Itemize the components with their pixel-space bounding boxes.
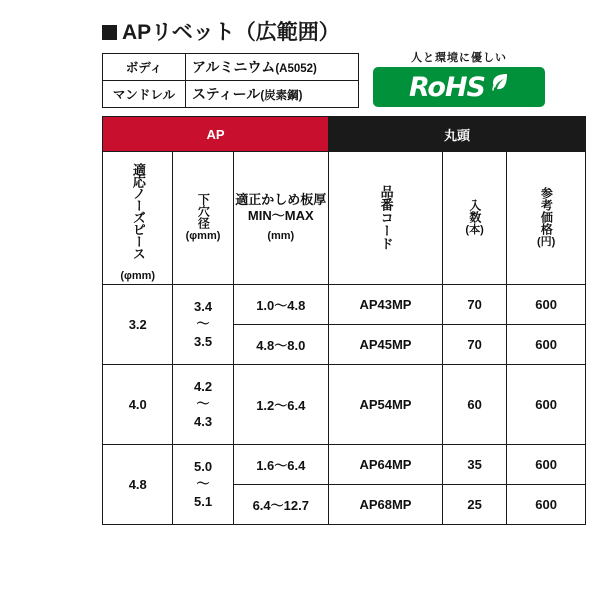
- cell-hole: [173, 444, 233, 524]
- colhead-hole: [173, 152, 233, 285]
- cell-nozzle: 4.0: [103, 364, 173, 444]
- rohs-tagline: 人と環境に優しい: [411, 52, 507, 64]
- spec-value-body-sub: (A5052): [275, 63, 317, 75]
- cell-nozzle: 4.8: [103, 444, 173, 524]
- table-row: [103, 364, 586, 444]
- colhead-nozzle-unit: (φmm): [120, 270, 156, 282]
- spec-value-body-main: アルミニウム: [192, 59, 276, 75]
- cell-hole-min: 5.0: [193, 458, 213, 474]
- colhead-thickness-label: 適正かしめ板厚: [235, 192, 327, 208]
- cell-qty: 70: [442, 324, 506, 364]
- cell-hole-sep: 〜: [196, 396, 210, 412]
- cell-thickness: 1.6〜6.4: [233, 444, 328, 484]
- header-maru: 丸頭: [328, 117, 585, 152]
- cell-hole-max: 4.3: [193, 414, 213, 430]
- table-row: [103, 81, 359, 108]
- table-row: [103, 444, 586, 484]
- cell-thickness: 1.0〜4.8: [233, 284, 328, 324]
- colhead-code: [328, 152, 442, 285]
- cell-thickness: 6.4〜12.7: [233, 484, 328, 524]
- cell-hole-max: 5.1: [193, 494, 213, 510]
- rohs-badge-block: [373, 53, 545, 107]
- leaf-icon: [489, 72, 509, 97]
- cell-qty: 70: [442, 284, 506, 324]
- cell-hole-min: 4.2: [193, 378, 213, 394]
- table-column-headers: [103, 152, 586, 285]
- rohs-label: RoHS: [408, 71, 486, 103]
- cell-thickness: 4.8〜8.0: [233, 324, 328, 364]
- colhead-thickness-unit: (mm): [267, 229, 295, 242]
- cell-code: AP68MP: [328, 484, 442, 524]
- cell-code: AP54MP: [328, 364, 442, 444]
- spec-value-mandrel-main: スティール: [192, 86, 261, 102]
- spec-key-body: ボディ: [103, 54, 186, 81]
- cell-price: 600: [507, 364, 586, 444]
- colhead-nozzle-label: 適応ノーズピース: [130, 163, 146, 259]
- colhead-price: [507, 152, 586, 285]
- table-header-banner: [103, 117, 586, 152]
- colhead-thickness-range: MIN〜MAX: [247, 207, 314, 223]
- cell-qty: 25: [442, 484, 506, 524]
- spec-key-mandrel: マンドレル: [103, 81, 186, 108]
- cell-hole-max: 3.5: [193, 334, 213, 350]
- cell-hole: [173, 284, 233, 364]
- cell-hole-sep: 〜: [196, 476, 210, 492]
- colhead-price-unit: (円): [536, 236, 556, 249]
- header-ap: AP: [103, 117, 329, 152]
- cell-hole-sep: 〜: [196, 316, 210, 332]
- spec-value-mandrel: [186, 81, 359, 108]
- colhead-price-label: 参考価格: [539, 187, 554, 236]
- cell-price: 600: [507, 444, 586, 484]
- cell-price: 600: [507, 484, 586, 524]
- colhead-qty-label: 入数: [467, 199, 482, 224]
- colhead-hole-label: 下穴径: [196, 193, 211, 230]
- colhead-nozzle: [103, 152, 173, 285]
- table-row: [103, 284, 586, 324]
- rivet-spec-table: [102, 116, 586, 525]
- cell-code: AP45MP: [328, 324, 442, 364]
- colhead-qty: [442, 152, 506, 285]
- colhead-qty-unit: (本): [465, 224, 484, 237]
- cell-hole-min: 3.4: [193, 298, 213, 314]
- colhead-code-label: 品番コード: [378, 185, 394, 251]
- spec-and-badge-row: [102, 53, 584, 108]
- cell-code: AP64MP: [328, 444, 442, 484]
- colhead-thickness: [233, 152, 328, 285]
- cell-nozzle: 3.2: [103, 284, 173, 364]
- table-row: [103, 54, 359, 81]
- cell-price: 600: [507, 324, 586, 364]
- colhead-hole-unit: (φmm): [185, 230, 221, 243]
- cell-hole: [173, 364, 233, 444]
- cell-code: AP43MP: [328, 284, 442, 324]
- cell-price: 600: [507, 284, 586, 324]
- material-spec-table: [102, 53, 359, 108]
- cell-qty: 35: [442, 444, 506, 484]
- page-title-text: APリベット（広範囲）: [122, 21, 340, 44]
- cell-thickness: 1.2〜6.4: [233, 364, 328, 444]
- spec-value-mandrel-sub: (炭素鋼): [260, 90, 303, 102]
- cell-qty: 60: [442, 364, 506, 444]
- square-bullet-icon: [102, 25, 117, 40]
- page-title: [102, 22, 584, 43]
- rohs-badge: [373, 67, 545, 107]
- spec-value-body: [186, 54, 359, 81]
